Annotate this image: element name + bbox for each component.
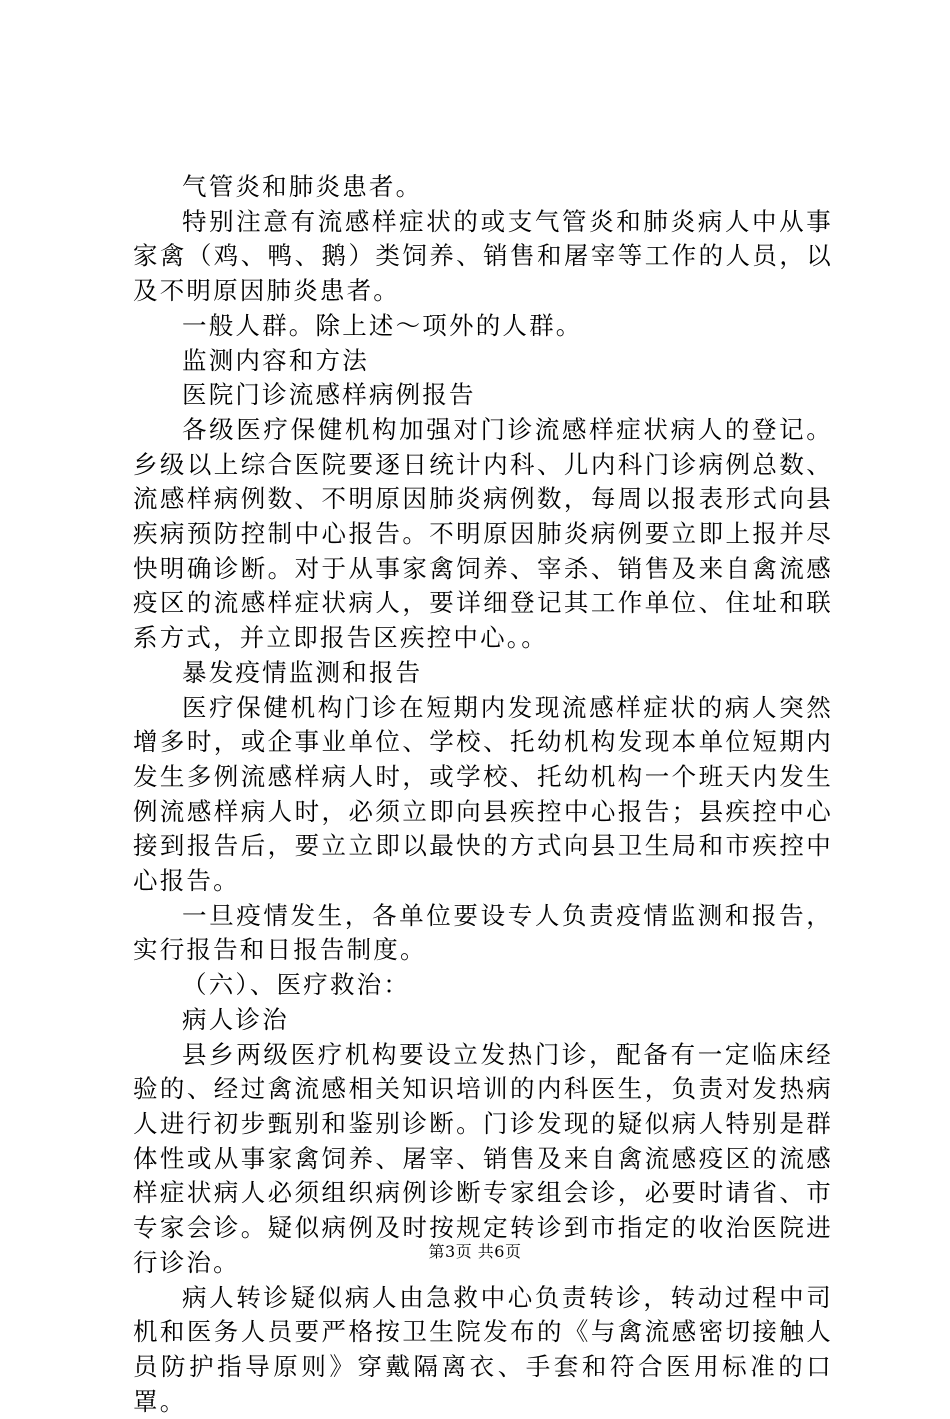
paragraph: 各级医疗保健机构加强对门诊流感样症状病人的登记。乡级以上综合医院要逐日统计内科、儿内科门诊病例总数、流感样病例数、不明原因肺炎病例数，每周以报表形式向县疾病预防控制中心报告。不明原因肺炎病例要立即上报并尽快明确诊断。对于从事家禽饲养、宰杀、销售及来自禽流感疫区的流感样症状病人，要详细登记其工作单位、住址和联系方式，并立即报告区疾控中心。。 bbox=[133, 413, 833, 656]
paragraph: 一旦疫情发生，各单位要设专人负责疫情监测和报告，实行报告和日报告制度。 bbox=[133, 899, 833, 968]
paragraph: 病人转诊疑似病人由急救中心负责转诊，转动过程中司机和医务人员要严格按卫生院发布的《与禽流感密切接触人员防护指导原则》穿戴隔离衣、手套和符合医用标准的口罩。 bbox=[133, 1281, 833, 1419]
paragraph: 气管炎和肺炎患者。 bbox=[133, 170, 833, 205]
paragraph: 医疗保健机构门诊在短期内发现流感样症状的病人突然增多时，或企事业单位、学校、托幼机构发现本单位短期内发生多例流感样病人时，或学校、托幼机构一个班天内发生例流感样病人时，必须立即向县疾控中心报告；县疾控中心接到报告后，要立立即以最快的方式向县卫生局和市疾控中心报告。 bbox=[133, 691, 833, 899]
document-body bbox=[133, 170, 833, 1419]
subsection-heading: 病人诊治 bbox=[133, 1003, 833, 1038]
paragraph: 一般人群。除上述～项外的人群。 bbox=[133, 309, 833, 344]
subsection-heading: 医院门诊流感样病例报告 bbox=[133, 378, 833, 413]
page-number-footer: 第3页 共6页 bbox=[0, 1242, 950, 1262]
section-heading: 监测内容和方法 bbox=[133, 344, 833, 379]
paragraph: 特别注意有流感样症状的或支气管炎和肺炎病人中从事家禽（鸡、鸭、鹅）类饲养、销售和屠宰等工作的人员，以及不明原因肺炎患者。 bbox=[133, 205, 833, 309]
section-heading: （六）、医疗救治： bbox=[133, 968, 833, 1003]
paragraph: 县乡两级医疗机构要设立发热门诊，配备有一定临床经验的、经过禽流感相关知识培训的内科医生，负责对发热病人进行初步甄别和鉴别诊断。门诊发现的疑似病人特别是群体性或从事家禽饲养、屠宰、销售及来自禽流感疫区的流感样症状病人必须组织病例诊断专家组会诊，必要时请省、市专家会诊。疑似病例及时按规定转诊到市指定的收治医院进行诊治。 bbox=[133, 1038, 833, 1281]
subsection-heading: 暴发疫情监测和报告 bbox=[133, 656, 833, 691]
